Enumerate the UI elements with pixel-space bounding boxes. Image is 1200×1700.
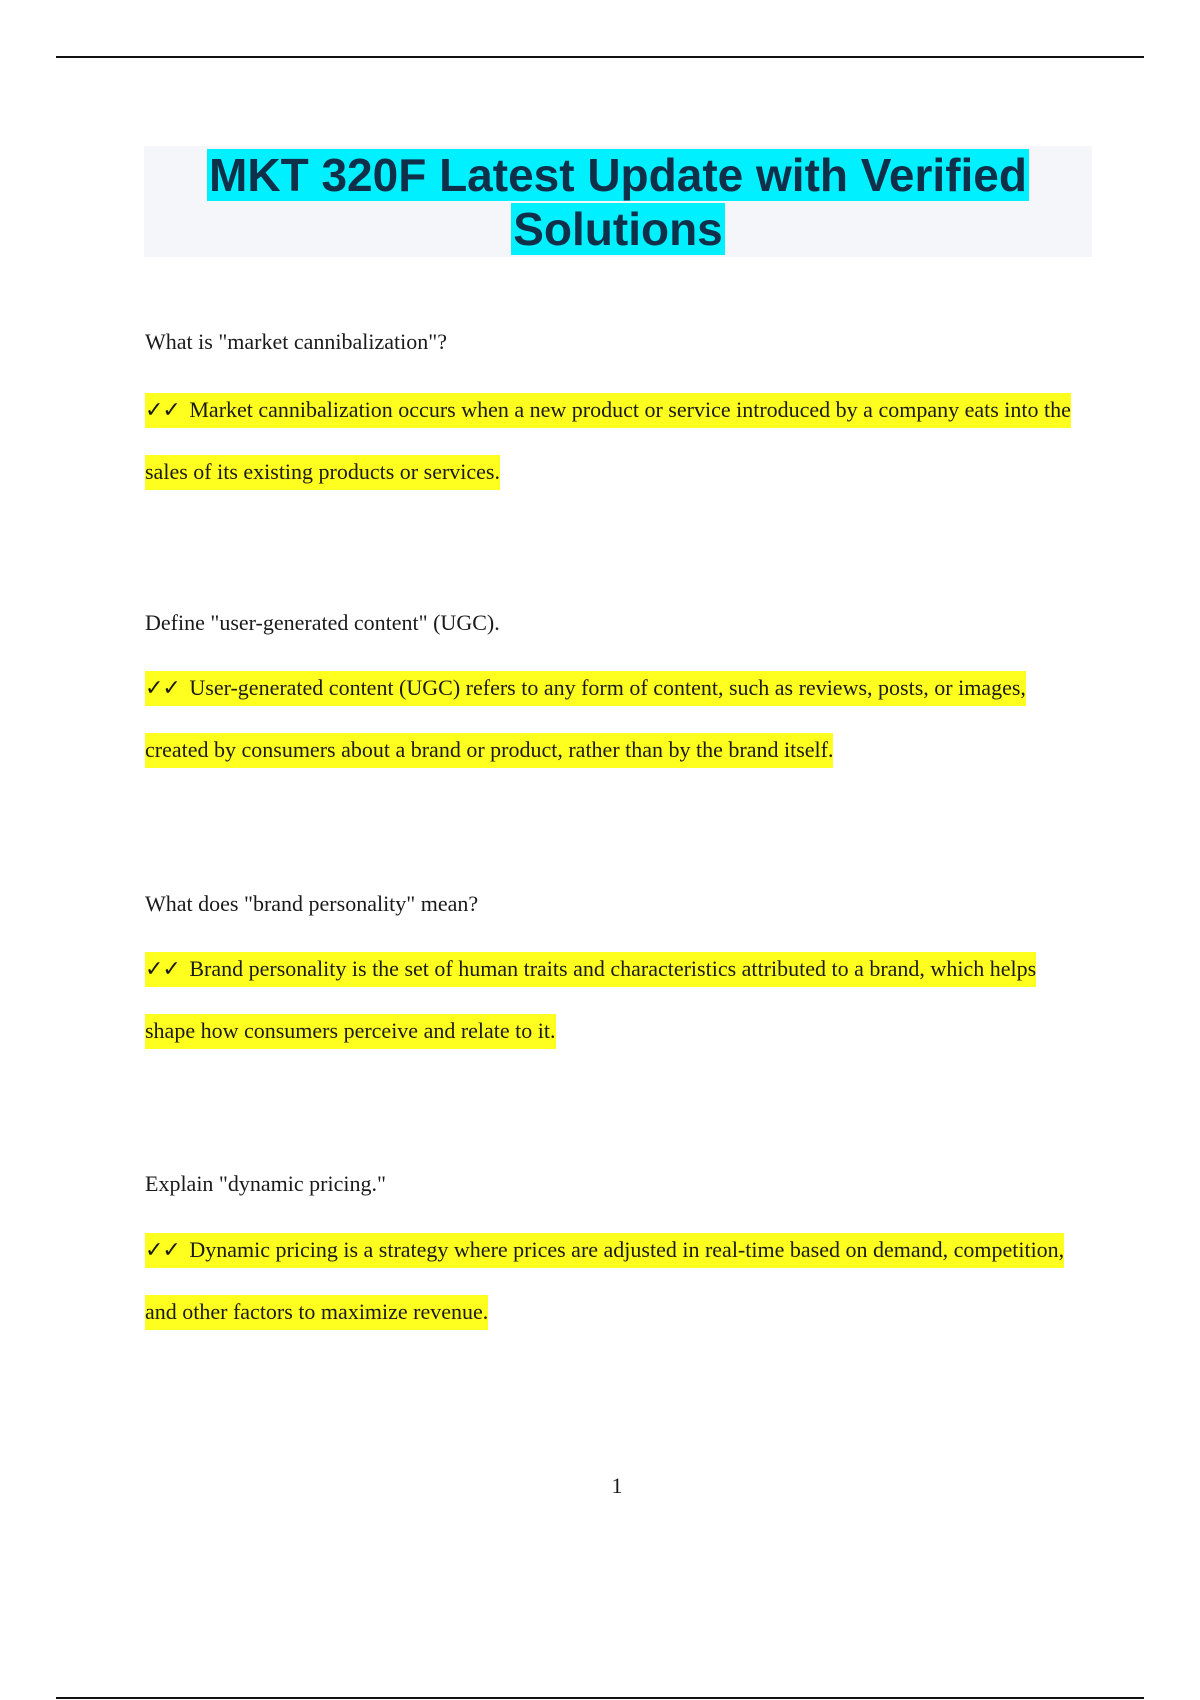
question-text: Explain "dynamic pricing." [145, 1171, 386, 1196]
question-text: What does "brand personality" mean? [145, 891, 479, 916]
qa-item-2 [145, 609, 1085, 780]
document-title [178, 148, 1058, 256]
top-rule [56, 56, 1144, 58]
answer-body: Market cannibalization occurs when a new product or service introduced by a company eats into the sales of its existing products or services. [145, 397, 1071, 484]
double-check-icon: ✓✓ [145, 676, 180, 701]
double-check-icon: ✓✓ [145, 1238, 180, 1263]
answer-body: Dynamic pricing is a strategy where prices are adjusted in real-time based on demand, competition, and other factors to maximize revenue. [145, 1237, 1065, 1324]
qa-item-3 [145, 890, 1085, 1061]
answer-body: User-generated content (UGC) refers to any form of content, such as reviews, posts, or images, created by consumers about a brand or product, rather than by the brand itself. [145, 675, 1026, 762]
title-banner [144, 146, 1092, 257]
qa-item-4 [145, 1170, 1085, 1342]
qa-item-1 [145, 328, 1085, 502]
answer-text [145, 1219, 1085, 1342]
question-text: Define "user-generated content" (UGC). [145, 610, 500, 635]
question-text: What is "market cannibalization"? [145, 329, 448, 354]
document-title-text: MKT 320F Latest Update with Verified Solutions [209, 148, 1027, 255]
answer-text [145, 938, 1085, 1061]
double-check-icon: ✓✓ [145, 398, 180, 423]
bottom-rule [56, 1697, 1144, 1699]
answer-text [145, 657, 1085, 780]
page-number: 1 [611, 1473, 623, 1498]
answer-text [145, 379, 1085, 502]
answer-body: Brand personality is the set of human traits and characteristics attributed to a brand, which helps shape how consumers perceive and relate to it. [145, 956, 1037, 1043]
double-check-icon: ✓✓ [145, 957, 180, 982]
